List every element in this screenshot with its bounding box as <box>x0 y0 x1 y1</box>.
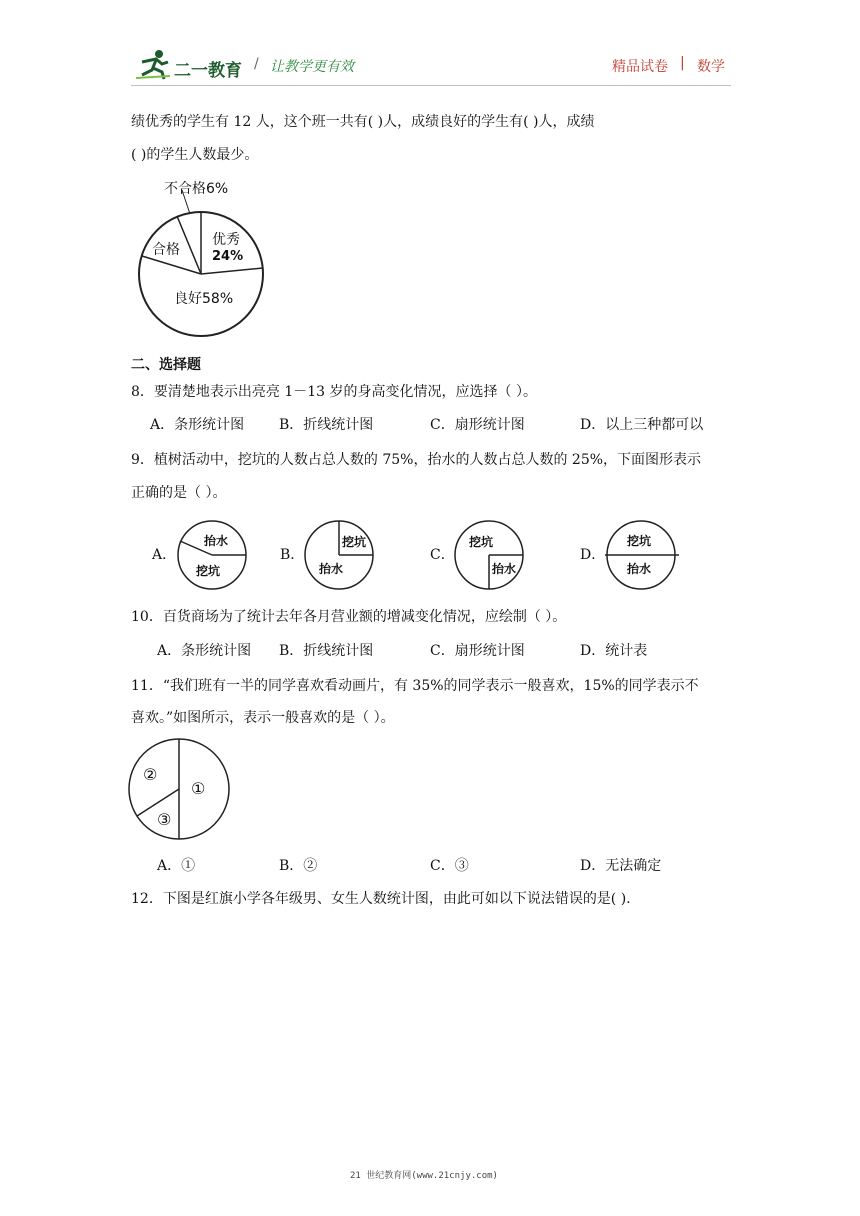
q11-label-1: ① <box>191 779 206 798</box>
q10-option-b[interactable]: B．折线统计图 <box>279 643 374 659</box>
q11-line2: 喜欢。”如图所示，表示一般喜欢的是（ ）。 <box>131 710 395 726</box>
svg-text:抬水: 抬水 <box>319 562 344 576</box>
header-slogan: 让教学更有效 <box>270 59 354 75</box>
svg-text:抬水: 抬水 <box>204 534 229 548</box>
pie-label-fail: 不合格6% <box>164 181 229 197</box>
header-subject: 数学 <box>697 59 725 75</box>
logo-text: 二一教育 <box>174 61 242 81</box>
runner-logo-icon <box>134 48 174 80</box>
q11-label-2: ② <box>143 765 158 784</box>
pie-label-good: 良好58% <box>174 291 234 307</box>
q9-line2: 正确的是（ ）。 <box>131 485 227 501</box>
pie-pct-excellent: 24% <box>212 249 244 264</box>
pie-label-pass: 合格 <box>152 242 180 258</box>
svg-text:抬水: 抬水 <box>492 562 517 576</box>
q8-option-b[interactable]: B．折线统计图 <box>279 417 374 433</box>
q12-stem: 12．下图是红旗小学各年级男、女生人数统计图，由此可如以下说法错误的是( ). <box>131 891 631 907</box>
header-divider <box>131 85 731 86</box>
svg-text:挖坑: 挖坑 <box>342 535 367 549</box>
q11-option-d[interactable]: D．无法确定 <box>580 858 662 874</box>
q7-line2: ( )的学生人数最少。 <box>131 147 259 163</box>
q8-option-a[interactable]: A．条形统计图 <box>150 417 245 433</box>
page-footer: 21 世纪教育网(www.21cnjy.com) <box>350 1171 498 1181</box>
q9-option-c-letter[interactable]: C． <box>430 547 455 563</box>
svg-text:挖坑: 挖坑 <box>469 535 494 549</box>
q11-option-c[interactable]: C．③ <box>430 858 469 874</box>
q9-option-b-letter[interactable]: B． <box>280 547 305 563</box>
svg-text:挖坑: 挖坑 <box>196 564 221 578</box>
q8-stem: 8．要清楚地表示出亮亮 1－13 岁的身高变化情况，应选择（ ）。 <box>131 384 537 400</box>
q9-option-b-diagram[interactable] <box>303 518 379 592</box>
q10-option-a[interactable]: A．条形统计图 <box>157 643 252 659</box>
header-paper-type: 精品试卷 <box>612 59 668 75</box>
q10-option-d[interactable]: D．统计表 <box>580 643 648 659</box>
q11-option-b[interactable]: B．② <box>279 858 318 874</box>
q11-label-3: ③ <box>157 810 172 829</box>
q9-line1: 9．植树活动中，挖坑的人数占总人数的 75%，抬水的人数占总人数的 25%，下面图形表示 <box>131 452 702 468</box>
q10-stem: 10．百货商场为了统计去年各月营业额的增减变化情况，应绘制（ ）。 <box>131 609 567 625</box>
q11-pie-diagram <box>127 737 231 841</box>
q8-option-c[interactable]: C．扇形统计图 <box>430 417 525 433</box>
section-title: 二、选择题 <box>131 357 201 373</box>
q9-option-d-diagram[interactable] <box>603 518 681 592</box>
q9-option-a-diagram[interactable] <box>176 519 252 591</box>
svg-text:挖坑: 挖坑 <box>627 534 652 548</box>
q11-line1: 11．“我们班有一半的同学喜欢看动画片，有 35%的同学表示一般喜欢，15%的同学表示不 <box>131 678 699 694</box>
header-separator: | <box>680 55 685 71</box>
q9-option-d-letter[interactable]: D． <box>580 547 606 563</box>
q9-option-c-diagram[interactable] <box>453 518 529 592</box>
q8-option-d[interactable]: D．以上三种都可以 <box>580 417 704 433</box>
q7-line1: 绩优秀的学生有 12 人，这个班一共有( )人，成绩良好的学生有( )人，成绩 <box>131 114 595 130</box>
header-slash: / <box>254 56 259 72</box>
q11-option-a[interactable]: A．① <box>157 858 196 874</box>
svg-text:抬水: 抬水 <box>627 562 652 576</box>
q9-option-a-letter[interactable]: A． <box>152 547 177 563</box>
q10-option-c[interactable]: C．扇形统计图 <box>430 643 525 659</box>
q7-pie-chart <box>132 176 272 342</box>
pie-label-excellent: 优秀 <box>212 232 240 248</box>
